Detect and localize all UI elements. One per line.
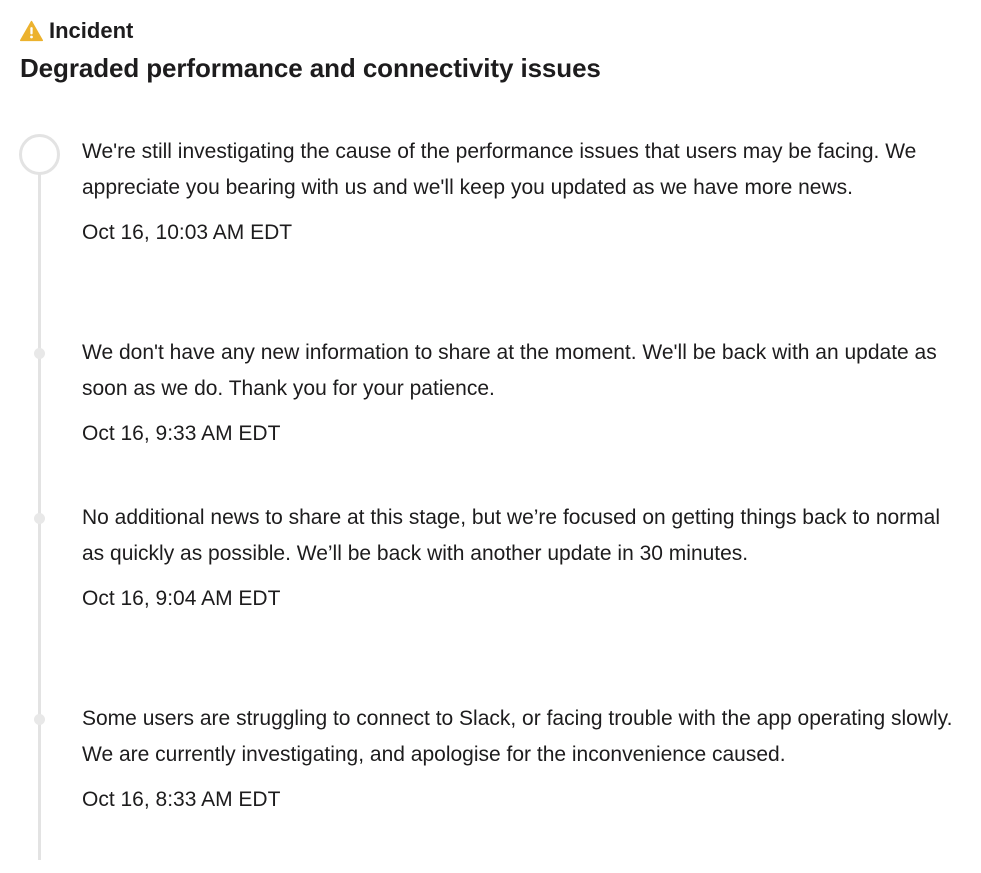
update-item	[82, 134, 967, 248]
timeline-dot	[34, 513, 45, 524]
update-message: We don't have any new information to share at the moment. We'll be back with an update as soon as we do. Thank you for your patience.	[82, 341, 937, 400]
incident-title: Degraded performance and connectivity issues	[20, 53, 601, 83]
update-message: No additional news to share at this stage, but we’re focused on getting things back to normal as quickly as possible. We’ll be back with another update in 30 minutes.	[82, 506, 941, 565]
timeline-dot	[34, 714, 45, 725]
update-item	[82, 335, 967, 449]
update-item	[82, 500, 967, 614]
update-timestamp: Oct 16, 9:04 AM EDT	[82, 587, 281, 610]
timeline-dot	[34, 348, 45, 359]
update-timestamp: Oct 16, 10:03 AM EDT	[82, 221, 293, 244]
timeline-current-marker	[19, 134, 60, 175]
update-timestamp: Oct 16, 8:33 AM EDT	[82, 788, 281, 811]
update-message: We're still investigating the cause of the performance issues that users may be facing. We appreciate you bearing with us and we'll keep you updated as we have more news.	[82, 140, 917, 199]
incident-label: Incident	[49, 18, 134, 43]
update-timestamp: Oct 16, 9:33 AM EDT	[82, 422, 281, 445]
update-message: Some users are struggling to connect to Slack, or facing trouble with the app operating slowly. We are currently investigating, and apologise for the inconvenience caused.	[82, 707, 953, 766]
update-item	[82, 701, 967, 815]
